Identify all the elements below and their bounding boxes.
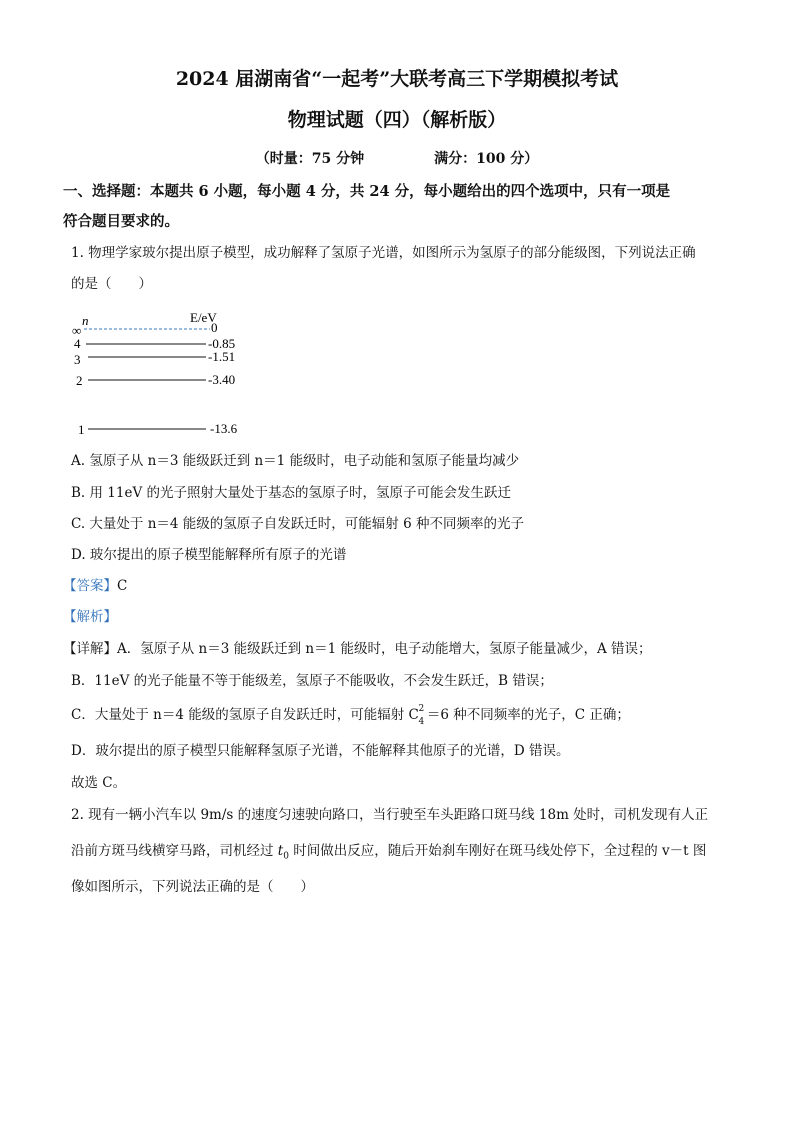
q1-detail-d: D．玻尔提出的原子模型只能解释氢原子光谱，不能解释其他原子的光谱，D 错误。 bbox=[71, 743, 570, 759]
q2-t-symbol: t bbox=[277, 843, 284, 859]
level-3-energy: -1.51 bbox=[208, 349, 236, 364]
section-heading-line1: 一、选择题：本题共 6 小题，每小题 4 分，共 24 分，每小题给出的四个选项中，只有一项是 bbox=[63, 183, 671, 200]
combination-sup: 2 bbox=[418, 704, 425, 714]
level-2-energy: -3.40 bbox=[208, 372, 236, 387]
level-3-n: 3 bbox=[74, 352, 81, 367]
title-line2: 物理试题（四）（解析版） bbox=[287, 109, 507, 131]
section-heading-line2: 符合题目要求的。 bbox=[63, 213, 179, 230]
level-infinity-energy: 0 bbox=[211, 320, 218, 335]
answer-value: C bbox=[117, 578, 128, 594]
q2-stem-line2 bbox=[71, 842, 706, 866]
q1-stem-line1: 1. 物理学家玻尔提出原子模型，成功解释了氢原子光谱，如图所示为氢原子的部分能级图，下列说法正确 bbox=[71, 245, 696, 261]
q2-line2-pre: 沿前方斑马线横穿马路，司机经过 bbox=[71, 843, 278, 859]
q1-stem-line2: 的是（ ） bbox=[71, 276, 152, 292]
q1-option-a: A. 氢原子从 n＝3 能级跃迁到 n＝1 能级时，电子动能和氢原子能量均减少 bbox=[71, 453, 520, 469]
q1-detail-b: B．11eV 的光子能量不等于能级差，氢原子不能吸收，不会发生跃迁，B 错误； bbox=[71, 673, 553, 689]
combination-formula bbox=[408, 704, 425, 727]
detail-a-text: A．氢原子从 n＝3 能级跃迁到 n＝1 能级时，电子动能增大，氢原子能量减少，A 错误； bbox=[117, 641, 652, 657]
q2-t-subscript: 0 bbox=[283, 851, 289, 862]
q2-line2-post: 时间做出反应，随后开始刹车刚好在斑马线处停下，全过程的 v－t 图 bbox=[288, 843, 707, 859]
q2-stem-line3: 像如图所示，下列说法正确的是（ ） bbox=[71, 879, 314, 895]
energy-level-svg bbox=[70, 308, 260, 440]
analysis-tag: 【解析】 bbox=[63, 609, 117, 625]
q1-answer bbox=[63, 577, 127, 595]
title-line1: 2024 届湖南省“一起考”大联考高三下学期模拟考试 bbox=[175, 68, 619, 90]
q1-option-d: D. 玻尔提出的原子模型能解释所有原子的光谱 bbox=[71, 547, 347, 563]
combination-c: C bbox=[408, 707, 419, 723]
q1-option-b: B. 用 11eV 的光子照射大量处于基态的氢原子时，氢原子可能会发生跃迁 bbox=[71, 485, 512, 501]
q1-conclusion: 故选 C。 bbox=[71, 775, 127, 791]
level-4-energy: -0.85 bbox=[208, 336, 236, 351]
q1-detail-c bbox=[71, 704, 630, 727]
level-2-n: 2 bbox=[76, 373, 83, 388]
q2-stem-line1: 2. 现有一辆小汽车以 9m/s 的速度匀速驶向路口，当行驶至车头距路口斑马线 18m 处时，司机发现有人正 bbox=[71, 807, 709, 823]
level-1-n: 1 bbox=[78, 422, 85, 437]
axis-e-label: E/eV bbox=[190, 310, 217, 325]
q1-detail-a bbox=[63, 640, 652, 658]
level-4-n: 4 bbox=[74, 336, 81, 351]
detail-c-post: ＝6 种不同频率的光子，C 正确； bbox=[426, 707, 630, 723]
exam-meta: （时量：75 分钟 满分：100 分） bbox=[255, 151, 539, 167]
level-infinity-n: ∞ bbox=[72, 323, 82, 338]
level-1-energy: -13.6 bbox=[210, 421, 238, 436]
q1-option-c: C. 大量处于 n＝4 能级的氢原子自发跃迁时，可能辐射 6 种不同频率的光子 bbox=[71, 516, 524, 532]
energy-level-diagram bbox=[70, 308, 260, 440]
combination-sub: 4 bbox=[418, 717, 425, 727]
detail-c-pre: C．大量处于 n＝4 能级的氢原子自发跃迁时，可能辐射 bbox=[71, 707, 409, 723]
axis-n-label: n bbox=[82, 313, 89, 328]
answer-tag: 【答案】 bbox=[63, 578, 117, 594]
q2-t0 bbox=[277, 843, 289, 862]
detail-tag: 【详解】 bbox=[63, 641, 117, 657]
